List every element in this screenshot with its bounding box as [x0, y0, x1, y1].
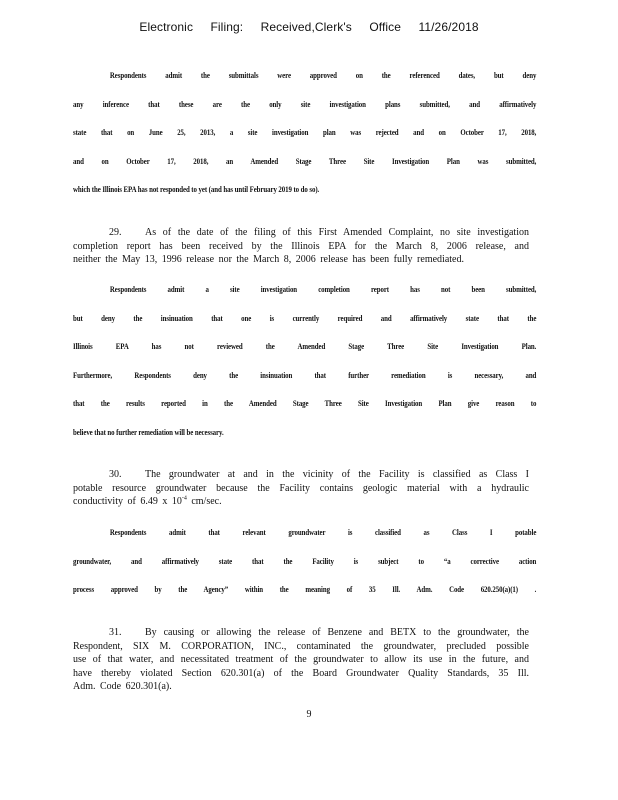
paragraph-line: potable resource groundwater because the Facility contains geologic material with a hydraulic — [73, 482, 529, 494]
response-line: any inference that these are the only site investigation plans submitted, and affirmatively — [73, 99, 537, 109]
paragraph-number: 30. — [109, 469, 122, 480]
response-line: Illinois EPA has not reviewed the Amended Stage Three Site Investigation Plan. — [73, 342, 537, 351]
paragraph-line: neither the May 13, 1996 release nor the March 8, 2006 release has been fully remediated. — [73, 254, 464, 265]
response-line: Respondents admit that relevant groundwater is classified as Class I potable — [109, 528, 537, 537]
paragraph-line — [73, 495, 529, 509]
response-line: state that on June 25, 2013, a site investigation plan was rejected and on October 17, 2018, — [73, 128, 537, 137]
response-line: Furthermore, Respondents deny the insinuation that further remediation is necessary, and — [73, 370, 537, 380]
response-block-2 — [73, 276, 536, 447]
paragraph-text: By causing or allowing the release of Benzene and BETX to the groundwater, the — [145, 627, 529, 638]
response-block-3 — [73, 519, 536, 605]
paragraph-line — [73, 226, 529, 240]
paragraph-text: The groundwater at and in the vicinity of the Facility is classified as Class I — [145, 469, 529, 480]
paragraph-29 — [73, 226, 529, 267]
response-line: but deny the insinuation that one is currently required and affirmatively state that the — [73, 313, 537, 323]
paragraph-line: Adm. Code 620.301(a). — [73, 681, 172, 692]
paragraph-line: completion report has been received by the Illinois EPA for the March 8, 2006 release, and — [73, 240, 529, 252]
paragraph-31 — [73, 626, 529, 694]
paragraph-line — [73, 626, 529, 640]
response-block-1 — [73, 62, 536, 205]
response-line: which the Illinois EPA has not responded to yet (and has until February 2019 to do so). — [73, 185, 320, 194]
response-line: process approved by the Agency” within the meaning of 35 Ill. Adm. Code 620.250(a)(1) . — [73, 585, 537, 594]
response-line: that the results reported in the Amended Stage Three Site Investigation Plan give reason to — [73, 399, 537, 408]
page-number: 9 — [306, 709, 312, 720]
paragraph-line: Respondent, SIX M. CORPORATION, INC., contaminated the groundwater, precluded possible — [73, 640, 529, 652]
paragraph-number: 29. — [109, 227, 122, 238]
exponent: -4 — [181, 495, 187, 502]
response-line: Respondents admit a site investigation completion report has not been submitted, — [109, 285, 537, 294]
paragraph-text: As of the date of the filing of this First Amended Complaint, no site investigation — [145, 227, 529, 238]
paragraph-number: 31. — [109, 627, 122, 638]
response-line: groundwater, and affirmatively state that the Facility is subject to “a corrective action — [73, 556, 537, 566]
paragraph-line: use of that water, and necessitated treatment of the groundwater to allow its use in the future, and — [73, 654, 529, 665]
paragraph-text: cm/sec. — [186, 496, 222, 507]
paragraph-line — [73, 468, 529, 482]
response-line: and on October 17, 2018, an Amended Stage Three Site Investigation Plan was submitted, — [73, 156, 537, 166]
response-line: believe that no further remediation will be necessary. — [73, 427, 224, 437]
paragraph-line: have thereby violated Section 620.301(a) of the Board Groundwater Quality Standards, 35 Ill. — [73, 667, 529, 679]
filing-header: Electronic Filing: Received,Clerk's Office 11/26/2018 — [139, 20, 479, 34]
response-line: Respondents admit the submittals were approved on the referenced dates, but deny — [109, 71, 537, 80]
paragraph-30 — [73, 468, 529, 509]
paragraph-text: conductivity of 6.49 x 10 — [73, 496, 182, 507]
